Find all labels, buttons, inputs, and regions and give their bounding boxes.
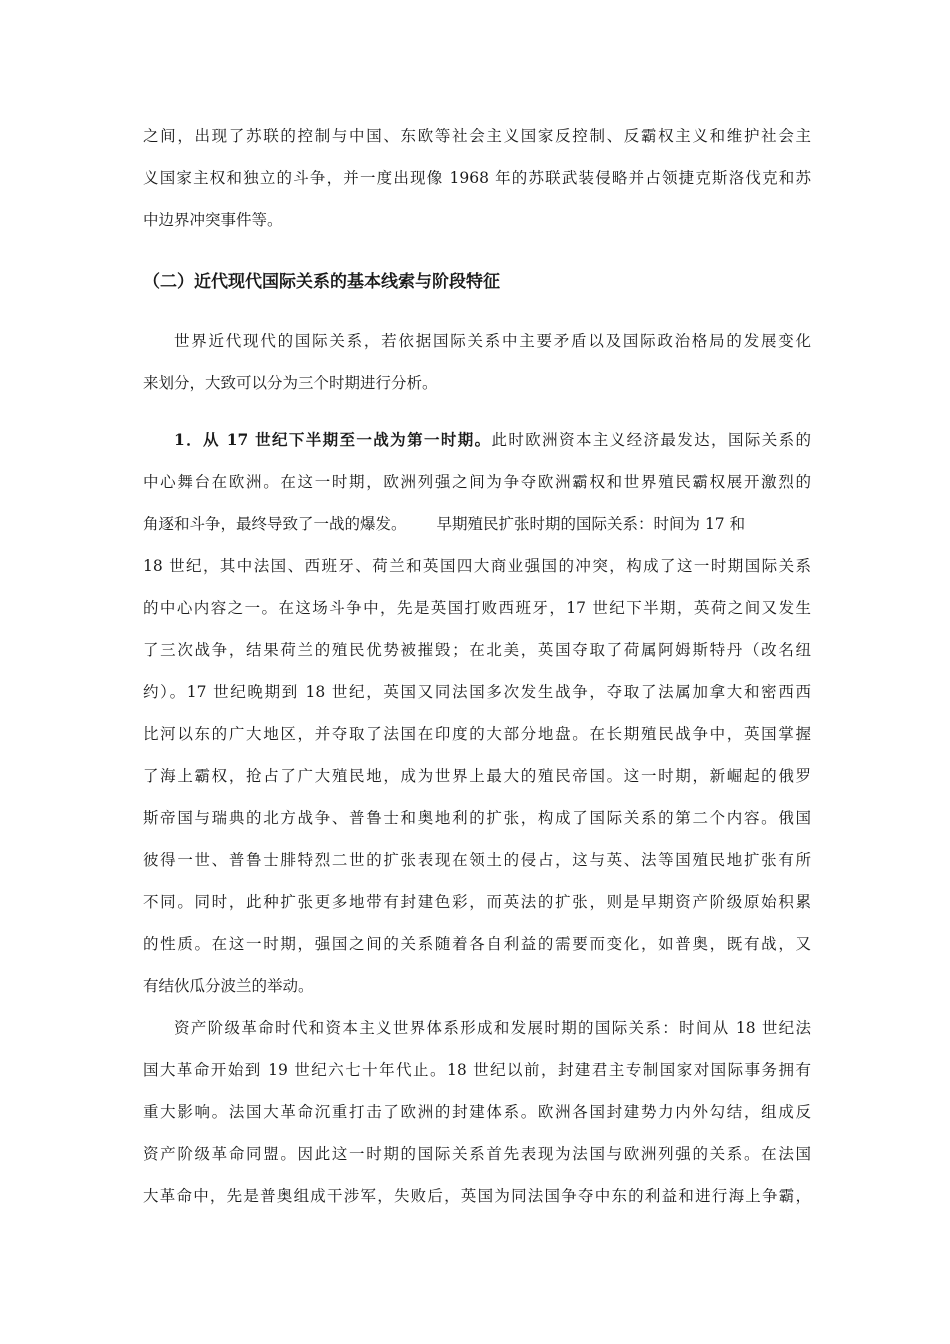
period1-line-12: 不同。同时，此种扩张更多地带有封建色彩，而英法的扩张，则是早期资产阶级原始积累 (143, 893, 811, 911)
period1-line-8: 比河以东的广大地区，并夺取了法国在印度的大部分地盘。在长期殖民战争中，英国掌握 (143, 725, 811, 743)
section-heading: （二）近代现代国际关系的基本线索与阶段特征 (143, 272, 500, 292)
period1-line-6: 了三次战争，结果荷兰的殖民优势被摧毁；在北美，英国夺取了荷属阿姆斯特丹（改名纽 (143, 641, 811, 659)
period1-line-14: 有结伙瓜分波兰的举动。 (143, 977, 314, 995)
period1-line-13: 的性质。在这一时期，强国之间的关系随着各自利益的需要而变化，如普奥，既有战，又 (143, 935, 811, 953)
overview-line-2: 来划分，大致可以分为三个时期进行分析。 (143, 374, 438, 392)
period1-line-10: 斯帝国与瑞典的北方战争、普鲁士和奥地利的扩张，构成了国际关系的第二个内容。俄国 (143, 809, 811, 827)
period1-line-7: 约）。17 世纪晚期到 18 世纪，英国又同法国多次发生战争，夺取了法属加拿大和密西西 (143, 683, 811, 701)
period1-line-2: 中心舞台在欧洲。在这一时期，欧洲列强之间为争夺欧洲霸权和世界殖民霸权展开激烈的 (143, 473, 811, 491)
period1-line-4: 18 世纪，其中法国、西班牙、荷兰和英国四大商业强国的冲突，构成了这一时期国际关系 (143, 557, 811, 575)
overview-line-1: 世界近代现代的国际关系，若依据国际关系中主要矛盾以及国际政治格局的发展变化 (174, 332, 811, 350)
period1-line-9: 了海上霸权，抢占了广大殖民地，成为世界上最大的殖民帝国。这一时期，新崛起的俄罗 (143, 767, 811, 785)
period1-line-1-rest: 此时欧洲资本主义经济最发达，国际关系的 (491, 431, 811, 449)
revolution-line-2: 国大革命开始到 19 世纪六七十年代止。18 世纪以前，封建君主专制国家对国际事务拥有 (143, 1061, 811, 1079)
period1-line-5: 的中心内容之一。在这场斗争中，先是英国打败西班牙，17 世纪下半期，英荷之间又发生 (143, 599, 811, 617)
period1-line-1 (174, 430, 811, 450)
revolution-line-3: 重大影响。法国大革命沉重打击了欧洲的封建体系。欧洲各国封建势力内外勾结，组成反 (143, 1103, 811, 1121)
period1-heading: 1．从 17 世纪下半期至一战为第一时期。 (174, 430, 492, 449)
intro-line-2: 义国家主权和独立的斗争，并一度出现像 1968 年的苏联武装侵略并占领捷克斯洛伐克和苏 (143, 169, 811, 187)
revolution-line-4: 资产阶级革命同盟。因此这一时期的国际关系首先表现为法国与欧洲列强的关系。在法国 (143, 1145, 811, 1163)
revolution-line-1: 资产阶级革命时代和资本主义世界体系形成和发展时期的国际关系：时间从 18 世纪法 (174, 1019, 811, 1037)
period1-line-3 (143, 514, 811, 534)
period1-line-11: 彼得一世、普鲁士腓特烈二世的扩张表现在领土的侵占，这与英、法等国殖民地扩张有所 (143, 851, 811, 869)
intro-line-1: 之间，出现了苏联的控制与中国、东欧等社会主义国家反控制、反霸权主义和维护社会主 (143, 127, 811, 145)
intro-line-3: 中边界冲突事件等。 (143, 211, 283, 229)
period1-line-3a: 角逐和斗争，最终导致了一战的爆发。 (143, 515, 407, 533)
revolution-line-5: 大革命中，先是普奥组成干涉军，失败后，英国为同法国争夺中东的利益和进行海上争霸， (143, 1187, 811, 1205)
period1-line-3b: 早期殖民扩张时期的国际关系：时间为 17 和 (436, 515, 746, 533)
